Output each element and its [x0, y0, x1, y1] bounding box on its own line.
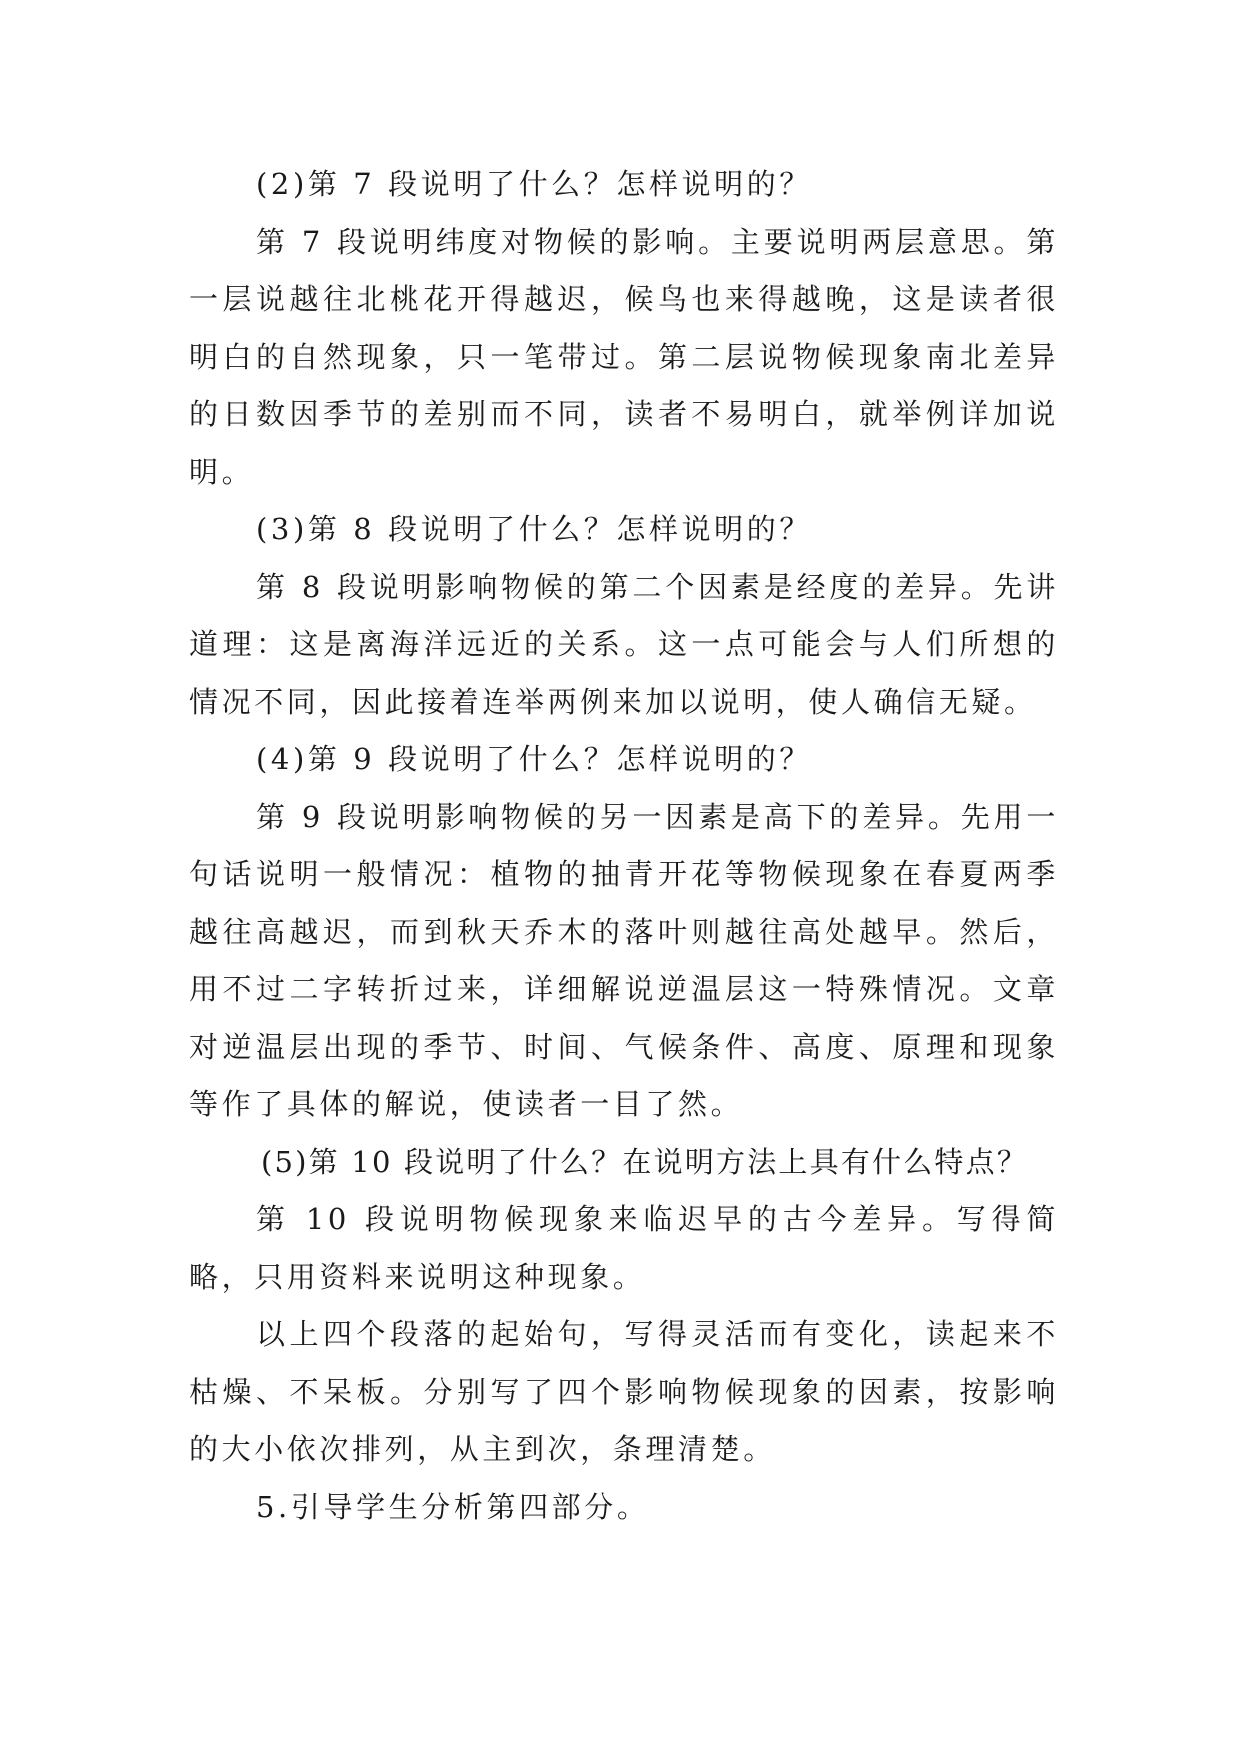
answer-paragraph-9: 第 9 段说明影响物候的另一因素是高下的差异。先用一句话说明一般情况：植物的抽青开花等物候现象在春夏两季越往高越迟，而到秋天乔木的落叶则越往高处越早。然后，用不过二字转折过来，详细解说逆温层这一特殊情况。文章对逆温层出现的季节、时间、气候条件、高度、原理和现象等作了具体的解说，使读者一目了然。 [189, 799, 1059, 1121]
question-4: (4)第 9 段说明了什么？怎样说明的？ [256, 742, 812, 776]
question-3: (3)第 8 段说明了什么？怎样说明的？ [256, 512, 812, 546]
answer-paragraph-7: 第 7 段说明纬度对物候的影响。主要说明两层意思。第一层说越往北桃花开得越迟，候鸟也来得越晚，这是读者很明白的自然现象，只一笔带过。第二层说物候现象南北差异的日数因季节的差别而不同，读者不易明白，就举例详加说明。 [189, 224, 1059, 489]
answer-paragraph-8: 第 8 段说明影响物候的第二个因素是经度的差异。先讲道理：这是离海洋远近的关系。这一点可能会与人们所想的情况不同，因此接着连举两例来加以说明，使人确信无疑。 [189, 569, 1059, 719]
question-5: (5)第 10 段说明了什么？在说明方法上具有什么特点？ [261, 1144, 1029, 1179]
answer-paragraph-10: 第 10 段说明物候现象来临迟早的古今差异。写得简略，只用资料来说明这种现象。 [189, 1202, 1059, 1294]
document-body [189, 156, 1059, 1536]
question-2: (2)第 7 段说明了什么？怎样说明的？ [256, 167, 812, 201]
step-5: 5.引导学生分析第四部分。 [256, 1489, 650, 1524]
summary-paragraph: 以上四个段落的起始句，写得灵活而有变化，读起来不枯燥、不呆板。分别写了四个影响物候现象的因素，按影响的大小依次排列，从主到次，条理清楚。 [189, 1317, 1059, 1466]
